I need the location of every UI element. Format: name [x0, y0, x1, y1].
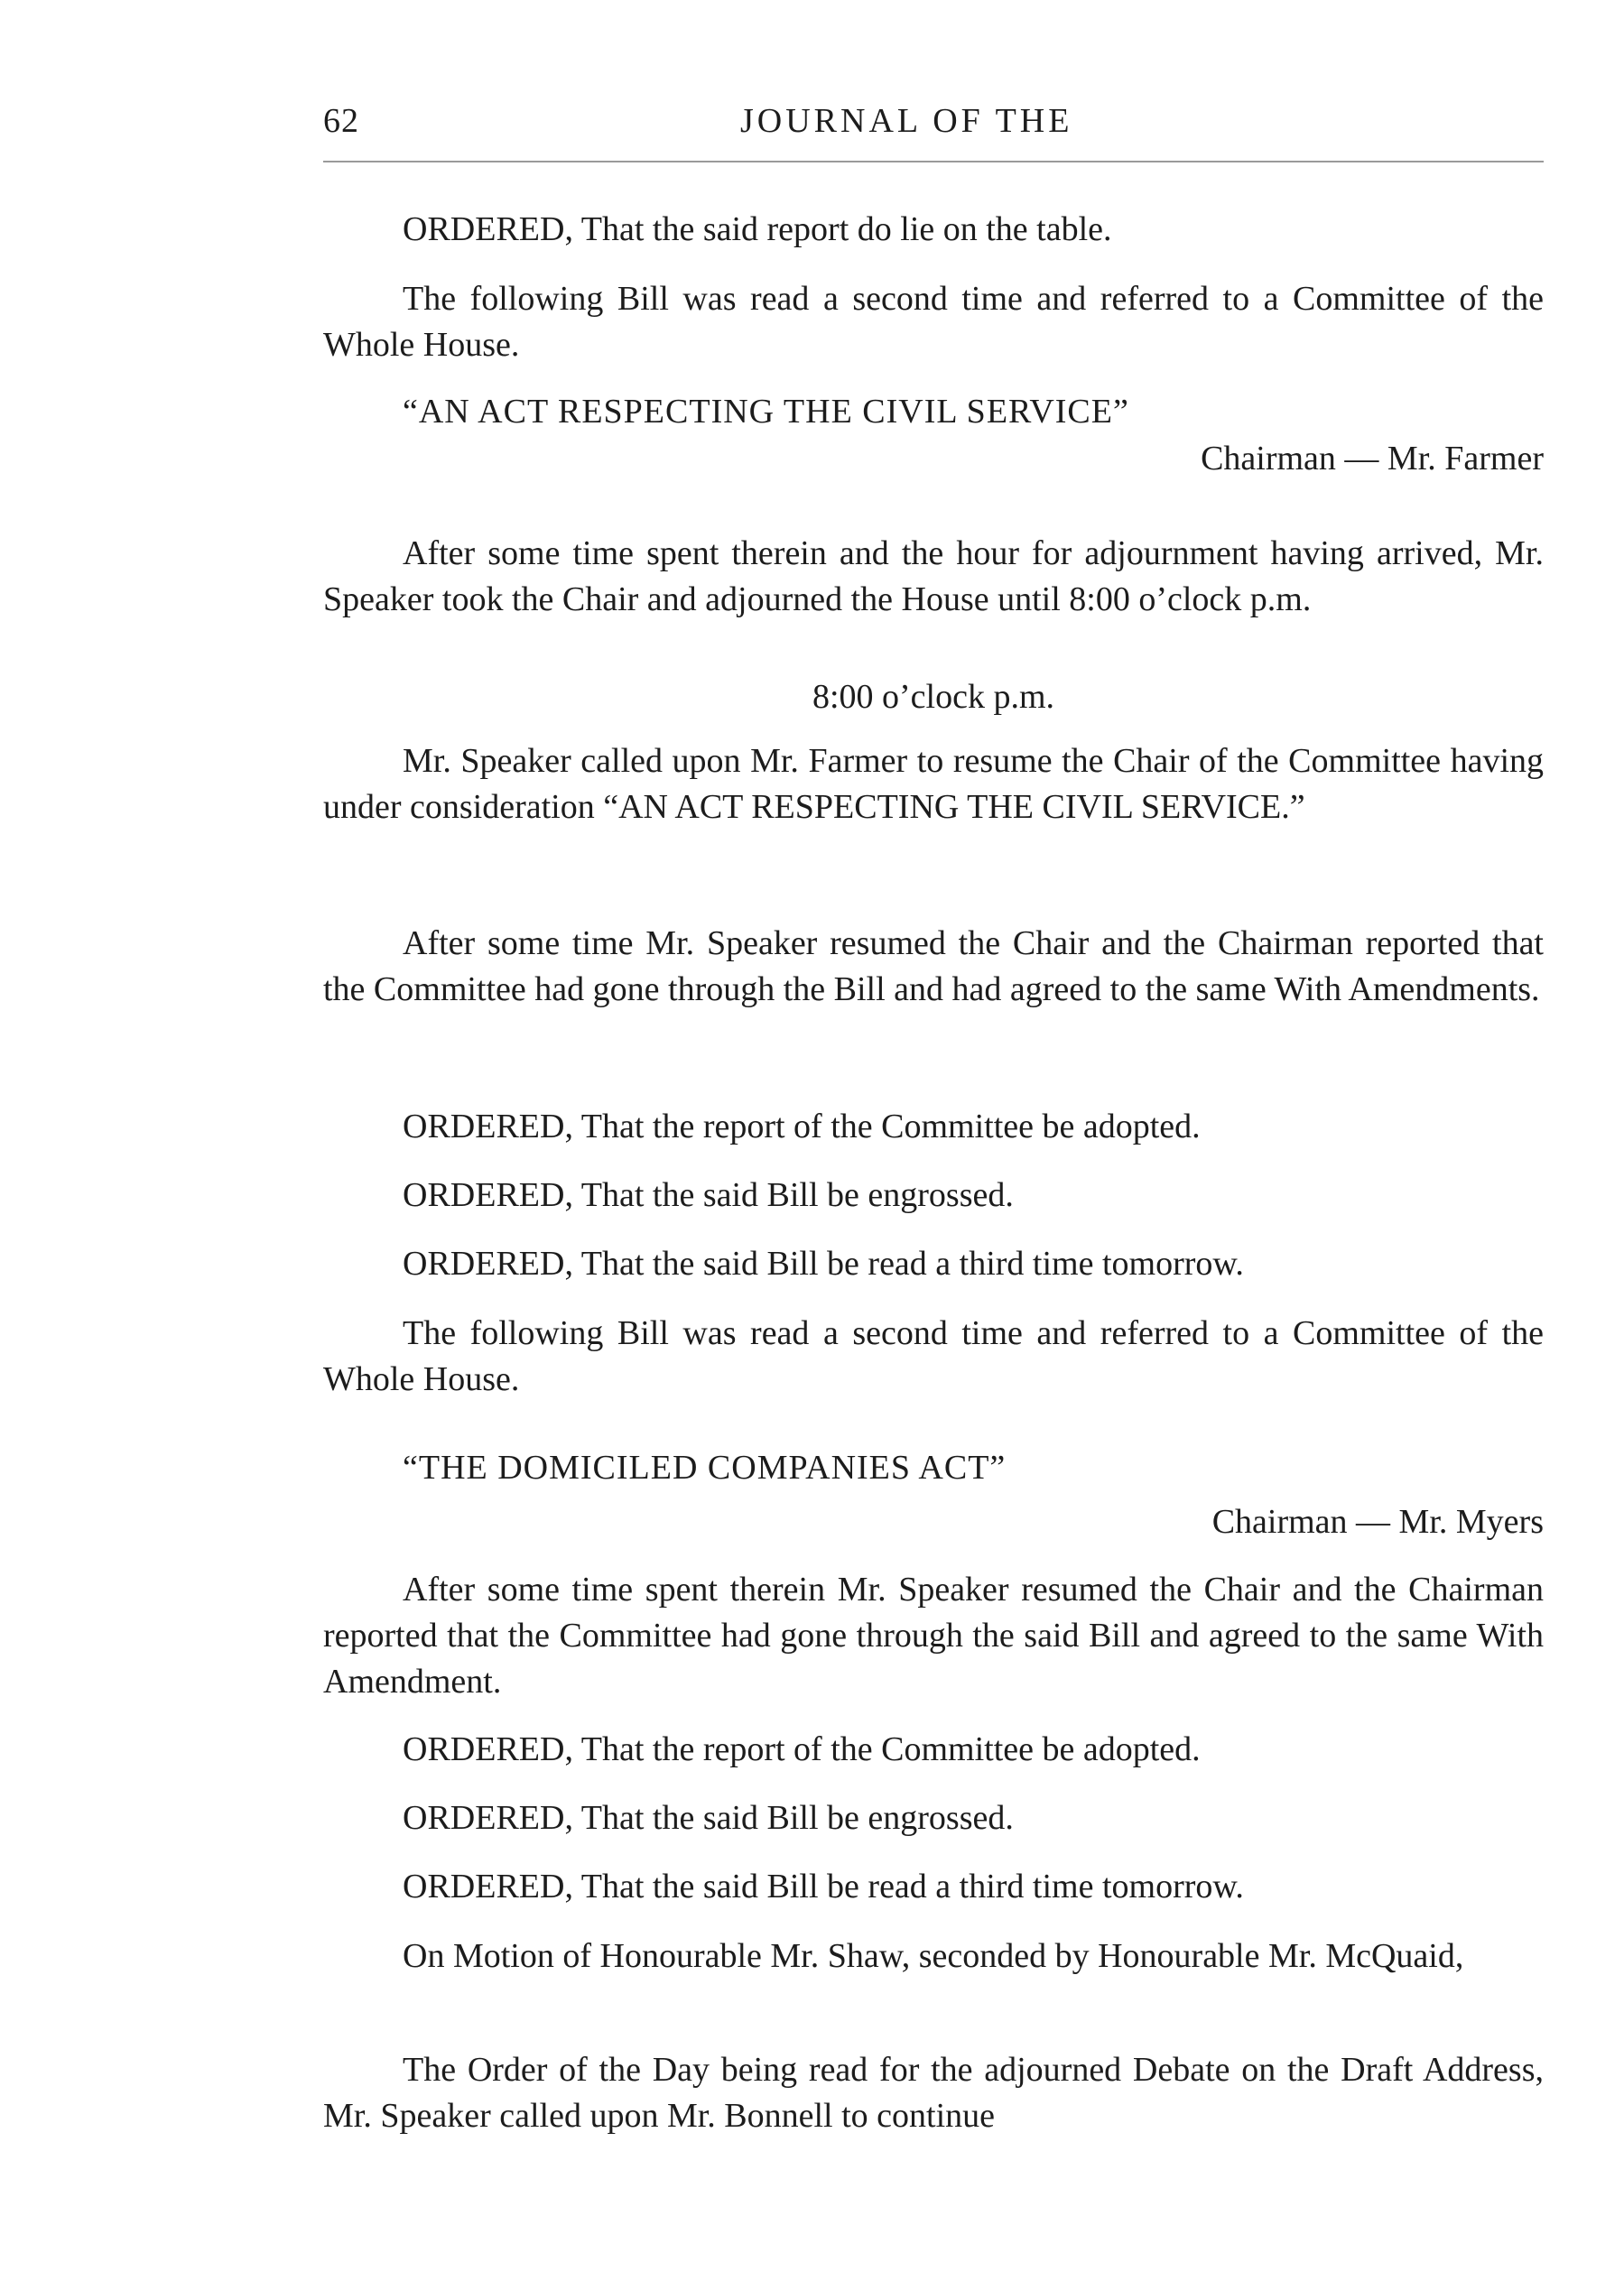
bill2-chairman: Chairman — Mr. Myers [1211, 1503, 1544, 1541]
bill1-ordered-adopted: ORDERED, That the report of the Committee be adopted. [403, 1108, 1201, 1145]
bill1-chairman: Chairman — Mr. Farmer [1201, 440, 1544, 478]
bill1-intro: The following Bill was read a second time and referred to a Committee of the Whole House. [323, 280, 1544, 364]
bill1-ordered-engrossed: ORDERED, That the said Bill be engrossed. [403, 1176, 1014, 1214]
header-rule [323, 161, 1544, 162]
bill2-ordered-adopted: ORDERED, That the report of the Committee be adopted. [403, 1730, 1201, 1768]
bill2-ordered-third: ORDERED, That the said Bill be read a third time tomorrow. [403, 1868, 1244, 1905]
page-header [323, 101, 1544, 155]
order-of-day: The Order of the Day being read for the adjourned Debate on the Draft Address, Mr. Speaker called upon Mr. Bonnell to continue [323, 2051, 1544, 2135]
time-marker: 8:00 o’clock p.m. [812, 678, 1055, 716]
bill1-adjourn: After some time spent therein and the hour for adjournment having arrived, Mr. Speaker took the Chair and adjourned the House until 8:00 o’clock p.m. [323, 534, 1544, 618]
bill1-resume: Mr. Speaker called upon Mr. Farmer to resume the Chair of the Committee having under consideration “AN ACT RESPECTING THE CIVIL SERVICE.” [323, 742, 1544, 826]
bill1-ordered-third: ORDERED, That the said Bill be read a third time tomorrow. [403, 1245, 1244, 1283]
bill1-title: “AN ACT RESPECTING THE CIVIL SERVICE” [403, 393, 1129, 431]
bill2-intro: The following Bill was read a second time and referred to a Committee of the Whole House. [323, 1314, 1544, 1398]
bill2-title: “THE DOMICILED COMPANIES ACT” [403, 1449, 1007, 1487]
bill2-ordered-engrossed: ORDERED, That the said Bill be engrossed. [403, 1799, 1014, 1837]
running-head: JOURNAL OF THE [740, 102, 1073, 140]
bill2-report: After some time spent therein Mr. Speaker resumed the Chair and the Chairman reported that the Committee had gone through the said Bill and agreed to the same With Amendment. [323, 1571, 1544, 1701]
ordered-report-table: ORDERED, That the said report do lie on the table. [403, 210, 1112, 248]
page-number: 62 [323, 102, 359, 140]
motion: On Motion of Honourable Mr. Shaw, seconded by Honourable Mr. McQuaid, [403, 1937, 1464, 1975]
bill1-report: After some time Mr. Speaker resumed the Chair and the Chairman reported that the Committee had gone through the Bill and had agreed to the same With Amendments. [323, 924, 1544, 1008]
